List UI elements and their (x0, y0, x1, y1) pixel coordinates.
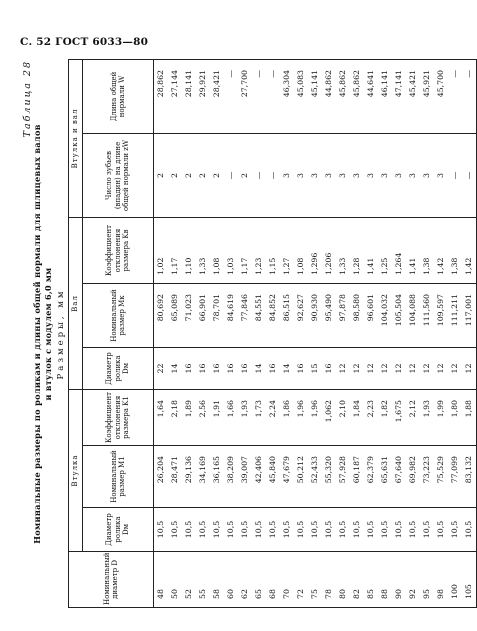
table-cell-z: 3 (280, 133, 294, 217)
title-line-2: и втулок с модулем 6,0 мм (43, 267, 53, 401)
group-shaft: Вал (69, 217, 83, 389)
table-cell-vd: 16 (322, 347, 336, 389)
table-cell-sd: 10,5 (462, 508, 477, 552)
table-cell-vd: 12 (350, 347, 364, 389)
table-cell-w: 45,141 (308, 59, 322, 133)
table-cell-sd: 10,5 (252, 508, 266, 552)
table-row (364, 59, 378, 607)
table-cell-vd: 16 (182, 347, 196, 389)
table-cell-sk: 2,18 (168, 389, 182, 445)
table-cell-vd: 14 (252, 347, 266, 389)
table-cell-vk: 1,25 (378, 217, 392, 283)
table-cell-vd: 15 (308, 347, 322, 389)
table-cell-sd: 10,5 (420, 508, 434, 552)
table-cell-w: 46,141 (378, 59, 392, 133)
table-cell-vm: 98,580 (350, 283, 364, 347)
group-sleeve-shaft: Втулка и вал (69, 59, 83, 217)
table-cell-vk: 1,15 (266, 217, 280, 283)
table-cell-sk: 1,66 (224, 389, 238, 445)
group-sleeve: Втулка (69, 389, 83, 551)
table-row (434, 59, 448, 607)
table-cell-sd: 10,5 (406, 508, 420, 552)
table-cell-vd: 12 (448, 347, 462, 389)
table-cell-sd: 10,5 (224, 508, 238, 552)
table-cell-sm: 62,379 (364, 446, 378, 508)
table-cell-sm: 47,679 (280, 446, 294, 508)
table-cell-w: — (448, 59, 462, 133)
table-cell-z: 3 (336, 133, 350, 217)
table-cell-sk: 2,24 (266, 389, 280, 445)
table-cell-sk: 1,93 (238, 389, 252, 445)
table-cell-sd: 10,5 (364, 508, 378, 552)
table-title (32, 54, 54, 614)
table-cell-vm: 84,551 (252, 283, 266, 347)
table-cell-sd: 10,5 (378, 508, 392, 552)
table-cell-z: 2 (182, 133, 196, 217)
table-cell-D: 65 (252, 552, 266, 608)
table-cell-z: — (252, 133, 266, 217)
table-cell-D: 60 (224, 552, 238, 608)
units-label: Размеры, мм (56, 288, 66, 380)
table-cell-sk: 1,93 (420, 389, 434, 445)
table-cell-w: 47,141 (392, 59, 406, 133)
table-row (308, 59, 322, 607)
table-cell-sm: 65,631 (378, 446, 392, 508)
table-cell-vk: 1,23 (252, 217, 266, 283)
table-cell-vm: 97,878 (336, 283, 350, 347)
table-label: Таблица 28 (22, 60, 33, 138)
table-cell-D: 55 (196, 552, 210, 608)
table-cell-sd: 10,5 (308, 508, 322, 552)
table-cell-z: — (266, 133, 280, 217)
table-cell-vk: 1,08 (210, 217, 224, 283)
table-cell-D: 72 (294, 552, 308, 608)
table-cell-z: 2 (210, 133, 224, 217)
table-cell-D: 68 (266, 552, 280, 608)
table-cell-vk: 1,03 (224, 217, 238, 283)
table-cell-vd: 22 (154, 347, 169, 389)
table-cell-D: 52 (182, 552, 196, 608)
table-row (420, 59, 434, 607)
table-cell-vd: 12 (392, 347, 406, 389)
table-cell-sd: 10,5 (280, 508, 294, 552)
table-cell-w: 45,421 (406, 59, 420, 133)
table-cell-sk: 1,062 (322, 389, 336, 445)
table-cell-z: 3 (350, 133, 364, 217)
table-cell-z: 3 (308, 133, 322, 217)
table-cell-sd: 10,5 (336, 508, 350, 552)
table-cell-D: 80 (336, 552, 350, 608)
table-cell-w: 46,304 (280, 59, 294, 133)
table-cell-vd: 16 (266, 347, 280, 389)
table-cell-vk: 1,27 (280, 217, 294, 283)
table-cell-sm: 42,406 (252, 446, 266, 508)
table-cell-sm: 34,169 (196, 446, 210, 508)
table-cell-sm: 36,165 (210, 446, 224, 508)
table-cell-vk: 1,296 (308, 217, 322, 283)
table-cell-vk: 1,08 (294, 217, 308, 283)
table-row (392, 59, 406, 607)
table-cell-vm: 117,001 (462, 283, 477, 347)
table-cell-D: 48 (154, 552, 169, 608)
table-cell-sm: 45,840 (266, 446, 280, 508)
table-cell-vm: 84,852 (266, 283, 280, 347)
table-cell-sk: 1,91 (210, 389, 224, 445)
table-cell-sm: 57,928 (336, 446, 350, 508)
table-body (154, 59, 477, 607)
table-cell-D: 92 (406, 552, 420, 608)
col-shaft-nominal-size: Номинальный размер Mк (83, 283, 154, 347)
table-cell-vk: 1,38 (420, 217, 434, 283)
col-sleeve-deviation-coeff: Коэффициент отклонения размера K1 (83, 389, 154, 445)
dimensions-table (68, 59, 477, 608)
table-cell-z: — (448, 133, 462, 217)
table-cell-vm: 71,023 (182, 283, 196, 347)
table-cell-vd: 12 (364, 347, 378, 389)
table-cell-D: 70 (280, 552, 294, 608)
table-cell-z: 3 (322, 133, 336, 217)
table-cell-sm: 83,132 (462, 446, 477, 508)
table-cell-vm: 105,504 (392, 283, 406, 347)
table-cell-sk: 1,82 (378, 389, 392, 445)
table-cell-vm: 86,515 (280, 283, 294, 347)
table-cell-w: 45,700 (434, 59, 448, 133)
table-row (336, 59, 350, 607)
table-cell-z: 3 (378, 133, 392, 217)
table-cell-vd: 12 (462, 347, 477, 389)
table-cell-sm: 77,099 (448, 446, 462, 508)
table-cell-sm: 52,433 (308, 446, 322, 508)
table-cell-sd: 10,5 (350, 508, 364, 552)
table-cell-vm: 78,701 (210, 283, 224, 347)
table-row (322, 59, 336, 607)
table-cell-vk: 1,17 (238, 217, 252, 283)
table-cell-vd: 12 (378, 347, 392, 389)
table-cell-sk: 1,84 (350, 389, 364, 445)
table-cell-sm: 73,223 (420, 446, 434, 508)
table-cell-vd: 12 (420, 347, 434, 389)
table-row (182, 59, 196, 607)
table-cell-vk: 1,38 (448, 217, 462, 283)
table-cell-D: 75 (308, 552, 322, 608)
table-row (378, 59, 392, 607)
table-cell-vk: 1,42 (462, 217, 477, 283)
table-cell-z: 3 (392, 133, 406, 217)
table-cell-sk: 1,80 (448, 389, 462, 445)
table-cell-vm: 111,560 (420, 283, 434, 347)
table-cell-sd: 10,5 (196, 508, 210, 552)
table-cell-D: 105 (462, 552, 477, 608)
table-cell-sm: 67,640 (392, 446, 406, 508)
col-nominal-diameter: Номинальный диаметр D (69, 552, 154, 608)
table-cell-w: 28,421 (210, 59, 224, 133)
table-cell-w: 45,083 (294, 59, 308, 133)
table-cell-z: 3 (434, 133, 448, 217)
table-cell-z: — (462, 133, 477, 217)
table-cell-sd: 10,5 (448, 508, 462, 552)
table-cell-sm: 60,187 (350, 446, 364, 508)
table-cell-sd: 10,5 (434, 508, 448, 552)
table-cell-vd: 12 (406, 347, 420, 389)
table-cell-vm: 96,601 (364, 283, 378, 347)
table-cell-sm: 50,212 (294, 446, 308, 508)
table-cell-sm: 55,320 (322, 446, 336, 508)
col-sleeve-nominal-size: Номинальный размер M1 (83, 446, 154, 508)
table-cell-sm: 39,007 (238, 446, 252, 508)
table-cell-vd: 16 (294, 347, 308, 389)
table-cell-vd: 16 (224, 347, 238, 389)
table-cell-w: 45,862 (336, 59, 350, 133)
table-cell-w: 45,862 (350, 59, 364, 133)
table-cell-w: — (224, 59, 238, 133)
table-cell-w: — (462, 59, 477, 133)
table-cell-sd: 10,5 (266, 508, 280, 552)
table-cell-vm: 104,032 (378, 283, 392, 347)
table-cell-sk: 1,675 (392, 389, 406, 445)
table-row (168, 59, 182, 607)
table-cell-vk: 1,17 (168, 217, 182, 283)
table-cell-w: 28,141 (182, 59, 196, 133)
table-cell-vk: 1,02 (154, 217, 169, 283)
table-cell-sd: 10,5 (294, 508, 308, 552)
table-cell-z: 2 (168, 133, 182, 217)
table-cell-w: 44,641 (364, 59, 378, 133)
table-row (196, 59, 210, 607)
table-cell-w: — (266, 59, 280, 133)
table-cell-vd: 14 (168, 347, 182, 389)
table-cell-w: 29,921 (196, 59, 210, 133)
table-cell-sd: 10,5 (154, 508, 169, 552)
table-cell-z: 3 (420, 133, 434, 217)
table-cell-vm: 77,846 (238, 283, 252, 347)
table-cell-vk: 1,10 (182, 217, 196, 283)
table-cell-sk: 2,12 (406, 389, 420, 445)
table-cell-sk: 1,96 (308, 389, 322, 445)
table-cell-D: 90 (392, 552, 406, 608)
table-cell-sm: 26,204 (154, 446, 169, 508)
table-cell-D: 98 (434, 552, 448, 608)
table-cell-vm: 111,211 (448, 283, 462, 347)
table-cell-D: 88 (378, 552, 392, 608)
col-teeth-count: Число зубьев (впадин) на длине общей нормали zW (83, 133, 154, 217)
table-cell-vd: 16 (196, 347, 210, 389)
table-cell-sd: 10,5 (210, 508, 224, 552)
col-shaft-roller-diameter: Диаметр ролика Dм (83, 347, 154, 389)
table-cell-sk: 2,56 (196, 389, 210, 445)
table-row (448, 59, 462, 607)
table-cell-w: 27,144 (168, 59, 182, 133)
table-cell-vd: 12 (336, 347, 350, 389)
table-row (280, 59, 294, 607)
table-cell-vd: 14 (280, 347, 294, 389)
table-cell-D: 95 (420, 552, 434, 608)
table-cell-sd: 10,5 (238, 508, 252, 552)
table-cell-z: 3 (294, 133, 308, 217)
table-cell-sk: 1,99 (434, 389, 448, 445)
table-cell-z: 3 (364, 133, 378, 217)
table-row (266, 59, 280, 607)
table-cell-sd: 10,5 (168, 508, 182, 552)
table-row (350, 59, 364, 607)
table-cell-sk: 2,23 (364, 389, 378, 445)
page-header: С. 52 ГОСТ 6033—80 (20, 36, 149, 48)
table-cell-z: 3 (406, 133, 420, 217)
table-cell-z: 2 (196, 133, 210, 217)
table-cell-sk: 1,96 (294, 389, 308, 445)
table-cell-sk: 1,88 (462, 389, 477, 445)
table-cell-z: — (224, 133, 238, 217)
table-cell-w: 28,862 (154, 59, 169, 133)
table-cell-sk: 1,73 (252, 389, 266, 445)
table-cell-D: 82 (350, 552, 364, 608)
col-shaft-deviation-coeff: Коэффициент отклонения размера Kв (83, 217, 154, 283)
col-common-normal-length: Длина общей нормали W (83, 59, 154, 133)
table-cell-z: 2 (154, 133, 169, 217)
table-cell-sm: 75,529 (434, 446, 448, 508)
table-cell-z: 2 (238, 133, 252, 217)
table-cell-sm: 29,136 (182, 446, 196, 508)
table-cell-w: 44,862 (322, 59, 336, 133)
table-cell-vk: 1,41 (406, 217, 420, 283)
table-cell-D: 58 (210, 552, 224, 608)
title-line-1: Номинальные размеры по роликам и длины общей нормали для шлицевых валов (32, 124, 42, 544)
table-cell-sk: 1,86 (280, 389, 294, 445)
table-cell-sd: 10,5 (392, 508, 406, 552)
table-cell-w: 27,700 (238, 59, 252, 133)
rotated-table-page (22, 54, 473, 614)
table-cell-vk: 1,206 (322, 217, 336, 283)
table-cell-vm: 95,490 (322, 283, 336, 347)
table-cell-D: 85 (364, 552, 378, 608)
table-cell-vd: 16 (210, 347, 224, 389)
table-cell-sk: 1,64 (154, 389, 169, 445)
table-cell-w: 45,921 (420, 59, 434, 133)
table-cell-vm: 65,089 (168, 283, 182, 347)
table-row (252, 59, 266, 607)
table-row (294, 59, 308, 607)
table-cell-vm: 109,597 (434, 283, 448, 347)
table-cell-vd: 16 (238, 347, 252, 389)
table-row (210, 59, 224, 607)
table-cell-vk: 1,41 (364, 217, 378, 283)
table-cell-sm: 28,471 (168, 446, 182, 508)
table-cell-vm: 80,692 (154, 283, 169, 347)
table-cell-sd: 10,5 (322, 508, 336, 552)
table-cell-vk: 1,264 (392, 217, 406, 283)
table-row (462, 59, 477, 607)
table-cell-vk: 1,33 (196, 217, 210, 283)
table-row (154, 59, 169, 607)
table-cell-vk: 1,42 (434, 217, 448, 283)
table-row (406, 59, 420, 607)
table-cell-sk: 2,10 (336, 389, 350, 445)
table-cell-sm: 69,982 (406, 446, 420, 508)
table-cell-vk: 1,33 (336, 217, 350, 283)
table-cell-sk: 1,89 (182, 389, 196, 445)
table-cell-vm: 104,088 (406, 283, 420, 347)
table-cell-vd: 12 (434, 347, 448, 389)
table-cell-D: 50 (168, 552, 182, 608)
table-cell-sd: 10,5 (182, 508, 196, 552)
table-cell-D: 78 (322, 552, 336, 608)
table-cell-sm: 38,209 (224, 446, 238, 508)
table-cell-w: — (252, 59, 266, 133)
table-cell-vk: 1,28 (350, 217, 364, 283)
table-cell-D: 62 (238, 552, 252, 608)
table-cell-vm: 66,901 (196, 283, 210, 347)
table-row (238, 59, 252, 607)
table-cell-vm: 84,619 (224, 283, 238, 347)
table-cell-D: 100 (448, 552, 462, 608)
table-row (224, 59, 238, 607)
table-cell-vm: 92,627 (294, 283, 308, 347)
table-cell-vm: 90,930 (308, 283, 322, 347)
col-sleeve-roller-diameter: Диаметр ролика Dм (83, 508, 154, 552)
